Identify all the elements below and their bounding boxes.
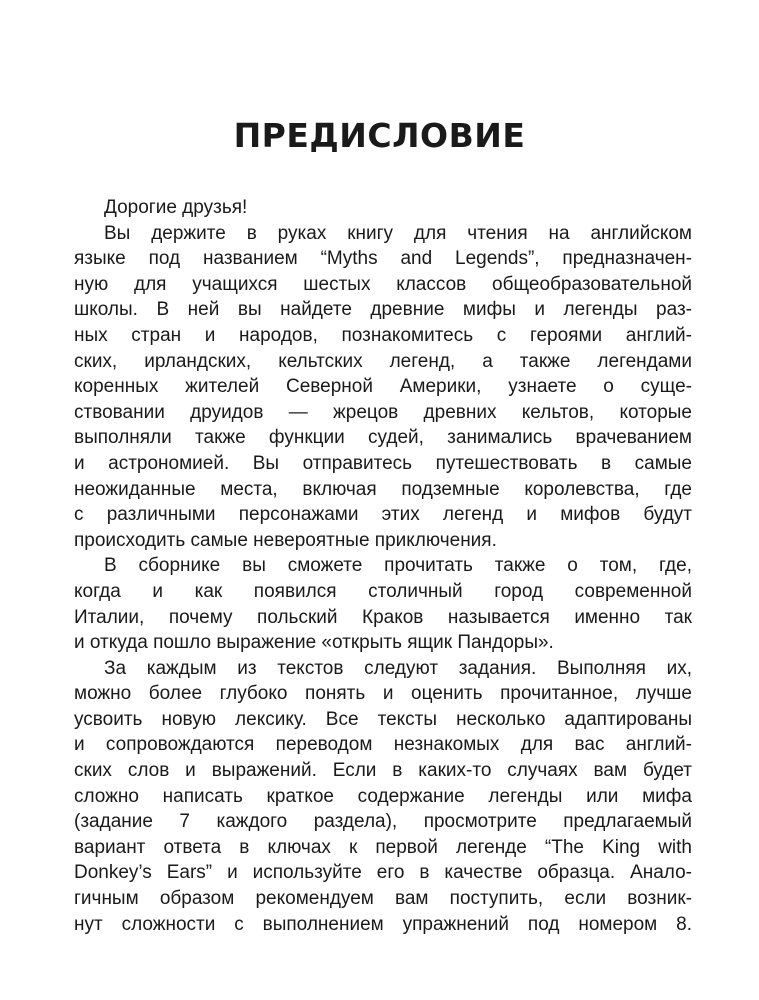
text-line: гичным образом рекомендуем вам поступить, если возник- xyxy=(74,888,692,910)
text-line: когда и как появился столичный город современной xyxy=(74,580,692,602)
text-line: Donkey’s Ears” и используйте его в качестве образца. Анало- xyxy=(74,862,692,884)
text-line: ствовании друидов — жрецов древних кельтов, которые xyxy=(74,401,692,423)
text-line: выполняли также функции судей, занимались врачеванием xyxy=(74,427,692,449)
text-line: коренных жителей Северной Америки, узнаете о суще- xyxy=(74,376,692,398)
text-line: с различными персонажами этих легенд и мифов будут xyxy=(74,504,692,526)
text-line: происходить самые невероятные приключения. xyxy=(74,529,497,551)
text-line: и откуда пошло выражение «открыть ящик Пандоры». xyxy=(74,632,554,654)
preface-text xyxy=(74,195,692,937)
text-line: Италии, почему польский Краков называется именно так xyxy=(74,606,692,628)
text-line: В сборнике вы сможете прочитать также о том, где, xyxy=(104,555,692,577)
text-line: вариант ответа в ключах к первой легенде “The King with xyxy=(74,836,692,858)
text-line: Вы держите в руках книгу для чтения на английском xyxy=(104,222,692,244)
text-line: (задание 7 каждого раздела), просмотрите предлагаемый xyxy=(74,811,692,833)
text-line: ских, ирландских, кельтских легенд, а также легендами xyxy=(74,350,692,372)
text-line: школы. В ней вы найдете древние мифы и легенды раз- xyxy=(74,299,692,321)
text-line: и сопровождаются переводом незнакомых для вас англий- xyxy=(74,734,692,756)
text-line: можно более глубоко понять и оценить прочитанное, лучше xyxy=(74,683,692,705)
text-line: нут сложности с выполнением упражнений под номером 8. xyxy=(74,913,692,935)
text-line: и астрономией. Вы отправитесь путешествовать в самые xyxy=(74,452,692,474)
text-line: ную для учащихся шестых классов общеобразовательной xyxy=(74,273,692,295)
text-line: ских слов и выражений. Если в каких-то случаях вам будет xyxy=(74,760,692,782)
text-line: За каждым из текстов следуют задания. Выполняя их, xyxy=(104,657,692,679)
text-line: языке под названием “Myths and Legends”, предназначен- xyxy=(74,248,692,270)
text-line: Дорогие друзья! xyxy=(104,197,248,218)
page-title: ПРЕДИСЛОВИЕ xyxy=(233,116,526,155)
text-line: усвоить новую лексику. Все тексты несколько адаптированы xyxy=(74,708,692,730)
text-line: ных стран и народов, познакомитесь с героями англий- xyxy=(74,324,692,346)
text-line: неожиданные места, включая подземные королевства, где xyxy=(74,478,692,500)
text-line: сложно написать краткое содержание легенды или мифа xyxy=(74,785,692,807)
